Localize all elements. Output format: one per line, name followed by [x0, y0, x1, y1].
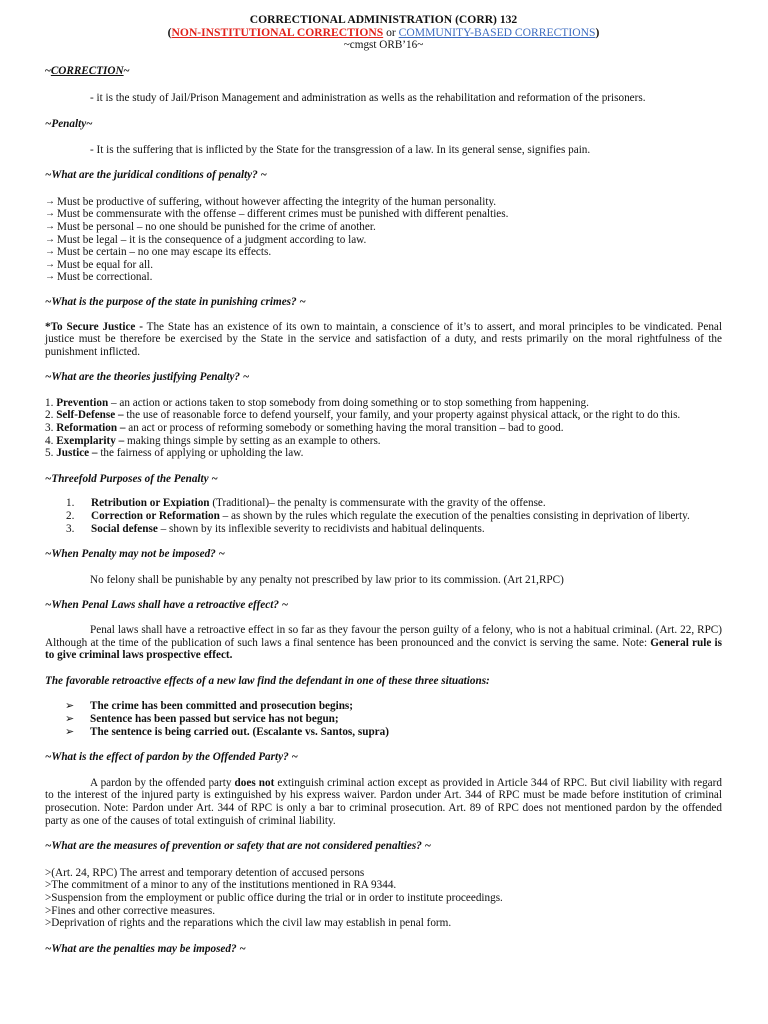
list-item — [45, 208, 722, 221]
chevron-bullet-icon: ➢ — [65, 700, 75, 713]
list-item-text: Must be personal – no one should be punished for the crime of another. — [57, 220, 376, 233]
pardon-question: ~What is the effect of pardon by the Offended Party? ~ — [45, 751, 298, 764]
retroactive-note: General rule is to give criminal laws prospective effect. — [45, 636, 722, 662]
paren-close: ) — [595, 25, 600, 39]
item-text: the fairness of applying or upholding the law. — [97, 447, 304, 460]
purpose-lead: *To Secure Justice - — [45, 320, 143, 333]
penalty-definition: - It is the suffering that is inflicted by the State for the transgression of a law. In its general sense, signifies pain. — [90, 143, 591, 156]
list-item-text: Must be correctional. — [57, 271, 153, 284]
item-term: Reformation – — [56, 422, 126, 435]
item-text: (Traditional)– the penalty is commensurate with the gravity of the offense. — [209, 497, 546, 510]
list-item — [45, 510, 722, 523]
document-author: ~cmgst ORB’16~ — [343, 39, 424, 52]
tilde: ~ — [45, 64, 51, 77]
item-number: 3. — [66, 522, 75, 535]
arrow-icon: → — [45, 246, 55, 258]
list-item — [45, 713, 722, 726]
arrow-icon: → — [45, 258, 55, 270]
penalty-heading: ~Penalty~ — [45, 117, 93, 130]
list-item — [45, 234, 722, 247]
measures-question: ~What are the measures of prevention or safety that are not considered penalties? ~ — [45, 840, 431, 853]
item-number: 3. — [45, 422, 57, 435]
or-text: or — [383, 25, 399, 39]
list-item — [45, 196, 722, 209]
document-page — [45, 14, 722, 955]
favorable-question: The favorable retroactive effects of a new law find the defendant in one of these three situations: — [45, 674, 490, 687]
list-item: >(Art. 24, RPC) The arrest and temporary detention of accused persons — [45, 866, 365, 879]
item-number: 1. — [66, 497, 75, 510]
correction-heading — [45, 65, 722, 78]
theories-list — [45, 397, 722, 460]
list-item: >Deprivation of rights and the reparations which the civil law may establish in penal form. — [45, 917, 452, 930]
list-item — [45, 397, 722, 410]
list-item-text: Must be commensurate with the offense – different crimes must be punished with different penalties. — [57, 208, 509, 221]
arrow-icon: → — [45, 195, 55, 207]
purpose-text — [45, 321, 722, 359]
not-imposed-text: No felony shall be punishable by any penalty not prescribed by law prior to its commission. (Art 21,RPC) — [90, 573, 564, 586]
list-item: >Fines and other corrective measures. — [45, 904, 216, 917]
tilde: ~ — [123, 64, 130, 77]
item-term: Correction or Reformation — [91, 510, 220, 523]
pardon-body-1: A pardon by the offended party — [90, 776, 235, 789]
threefold-list — [45, 497, 722, 535]
juridical-list — [45, 196, 722, 284]
item-text: – an action or actions taken to stop somebody from doing something or to stop something from happening. — [108, 396, 589, 409]
item-number: 4. — [45, 434, 57, 447]
correction-definition: - it is the study of Jail/Prison Management and administration as wells as the rehabilitation and reformation of the prisoners. — [90, 92, 646, 105]
item-number: 1. — [45, 396, 57, 409]
list-item — [45, 271, 722, 284]
list-item — [45, 435, 722, 448]
list-item-text: The sentence is being carried out. (Escalante vs. Santos, supra) — [90, 725, 389, 738]
item-number: 5. — [45, 447, 57, 460]
arrow-icon: → — [45, 271, 55, 283]
arrow-icon: → — [45, 233, 55, 245]
list-item — [45, 221, 722, 234]
item-number: 2. — [45, 409, 57, 422]
list-item — [45, 700, 722, 713]
list-item-text: Must be legal – it is the consequence of a judgment according to law. — [57, 233, 367, 246]
correction-term: CORRECTION — [50, 64, 124, 77]
favorable-list — [45, 700, 722, 738]
chevron-bullet-icon: ➢ — [65, 712, 75, 725]
chevron-bullet-icon: ➢ — [65, 725, 75, 738]
list-item-text: Must be productive of suffering, without however affecting the integrity of the human personality. — [57, 195, 497, 208]
item-term: Prevention — [56, 396, 109, 409]
document-title: CORRECTIONAL ADMINISTRATION (CORR) 132 — [249, 13, 518, 26]
item-text: – as shown by the rules which regulate the execution of the penalties consisting in deprivation of liberty. — [219, 510, 690, 523]
list-item — [45, 259, 722, 272]
item-text: – shown by its inflexible severity to recidivists and habitual delinquents. — [157, 522, 485, 535]
pardon-body-2: extinguish criminal action except as provided in Article 344 of RPC. But civil liability with regard to the interest of the injured party is extinguished by his express waiver. Pardon under Art. 344 of RPC must be made before institution of criminal prosecution. Note: Pardon under Art. 344 of RPC is only a bar to criminal prosecution. Art. 89 of RPC does not mentioned pardon by the offended party as one of the causes of total extinguish of criminal liability. — [45, 776, 722, 827]
item-number: 2. — [66, 510, 75, 523]
item-text: making things simple by setting as an example to others. — [124, 434, 381, 447]
retroactive-question: ~When Penal Laws shall have a retroactive effect? ~ — [45, 599, 289, 612]
item-text: an act or process of reforming somebody or something having the moral transition – bad to good. — [125, 422, 564, 435]
juridical-question: ~What are the juridical conditions of penalty? ~ — [45, 169, 267, 182]
item-text: the use of reasonable force to defend yourself, your family, and your property against physical attack, or the right to do this. — [123, 409, 681, 422]
arrow-icon: → — [45, 220, 55, 232]
arrow-icon: → — [45, 208, 55, 220]
item-term: Justice – — [56, 447, 98, 460]
item-term: Social defense — [91, 522, 158, 535]
list-item — [45, 497, 722, 510]
list-item — [45, 409, 722, 422]
item-term: Exemplarity – — [56, 434, 125, 447]
document-subtitle — [45, 27, 722, 40]
paren-open: ( — [167, 25, 172, 39]
list-item — [45, 246, 722, 259]
list-item-text: Must be certain – no one may escape its effects. — [57, 246, 272, 259]
item-term: Self-Defense – — [56, 409, 124, 422]
purpose-body: The State has an existence of its own to maintain, a conscience of it’s to assert, and moral principles to be vindicated. Penal justice must be therefore be exercised by the State in the service and satisfaction of a duty, and rests primarily on the moral rightfulness of the punishment inflicted. — [45, 320, 722, 358]
list-item-text: Must be equal for all. — [57, 258, 154, 271]
list-item — [45, 523, 722, 536]
threefold-question: ~Threefold Purposes of the Penalty ~ — [45, 472, 218, 485]
purpose-question: ~What is the purpose of the state in punishing crimes? ~ — [45, 295, 306, 308]
list-item — [45, 726, 722, 739]
list-item — [45, 447, 722, 460]
measures-list — [45, 867, 722, 930]
list-item: >The commitment of a minor to any of the institutions mentioned in RA 9344. — [45, 879, 397, 892]
community-based-link: COMMUNITY-BASED CORRECTIONS — [398, 25, 596, 39]
list-item-text: The crime has been committed and prosecution begins; — [90, 700, 354, 713]
item-term: Retribution or Expiation — [91, 497, 210, 510]
retroactive-body: Penal laws shall have a retroactive effect in so far as they favour the person guilty of a felony, who is not a habitual criminal. (Art. 22, RPC) Although at the time of the publication of such laws a final sentence has been pronounced and the convict is serving the same. Note: — [45, 624, 722, 649]
retroactive-text — [45, 624, 722, 662]
imposed-question: ~What are the penalties may be imposed? ~ — [45, 942, 246, 955]
theories-question: ~What are the theories justifying Penalty? ~ — [45, 371, 250, 384]
pardon-text — [45, 777, 722, 827]
not-imposed-question: ~When Penalty may not be imposed? ~ — [45, 548, 225, 561]
list-item-text: Sentence has been passed but service has not begun; — [90, 712, 339, 725]
list-item — [45, 422, 722, 435]
pardon-emphasis: does not — [234, 776, 275, 789]
non-institutional-link: NON-INSTITUTIONAL CORRECTIONS — [171, 25, 384, 39]
list-item: >Suspension from the employment or public office during the trial or in order to institute proceedings. — [45, 891, 503, 904]
